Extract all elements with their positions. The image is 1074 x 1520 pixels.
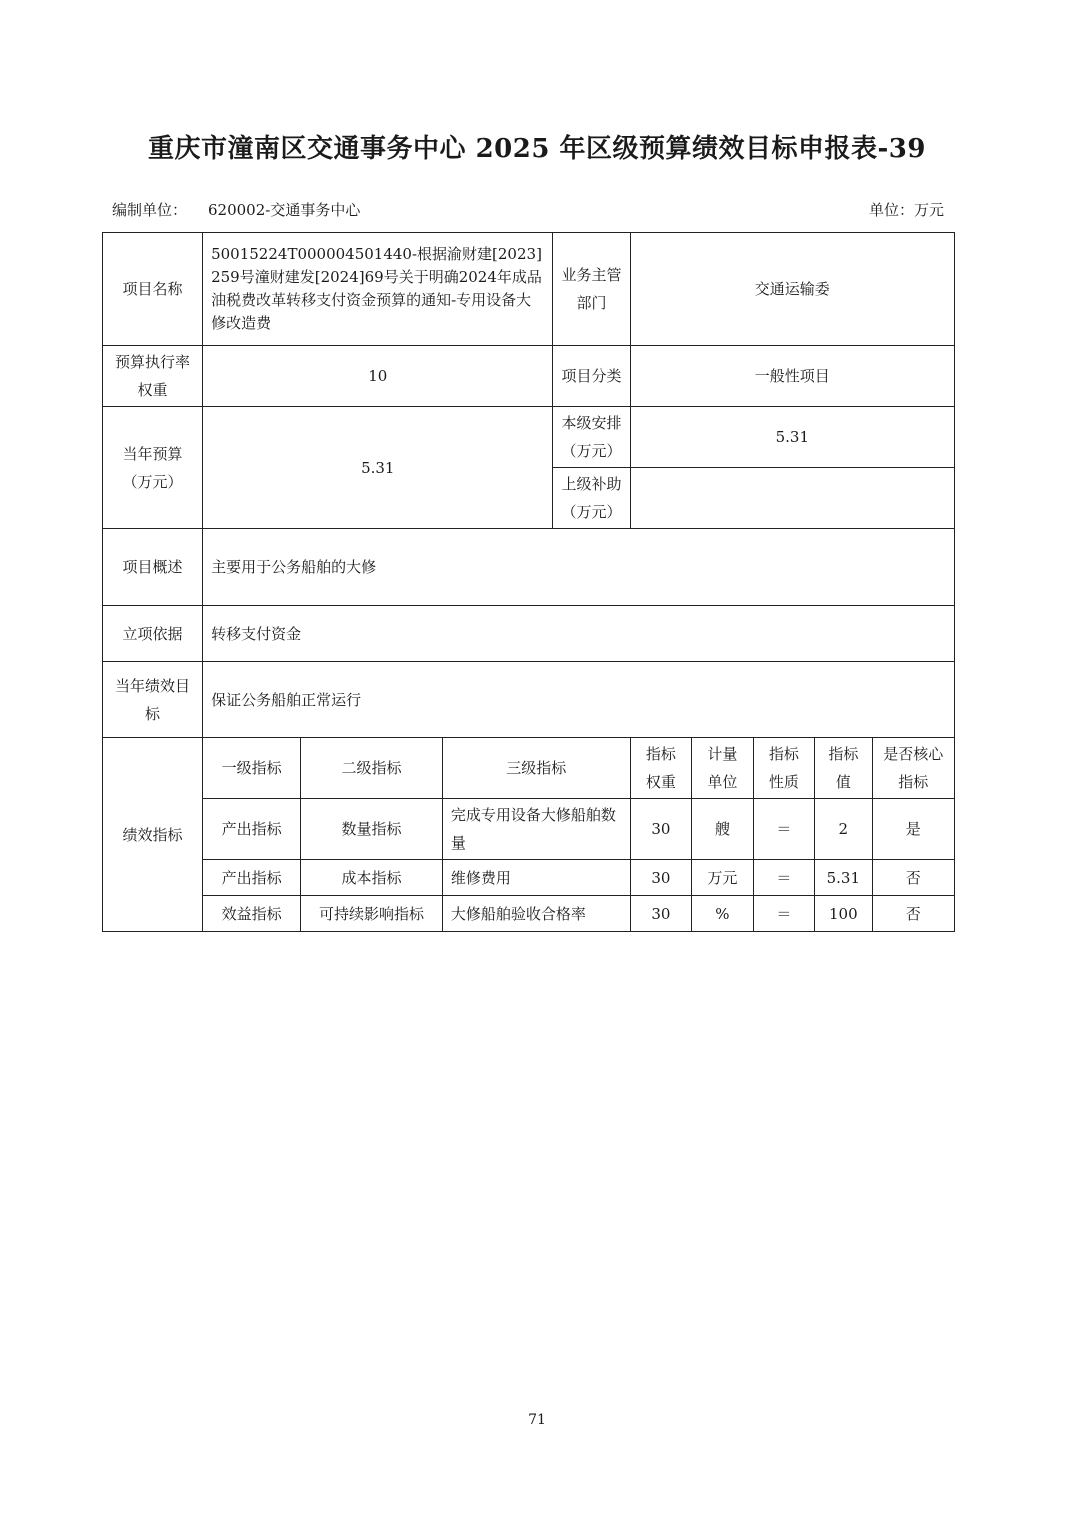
cell-value: 2 [815, 799, 872, 860]
compiling-unit-label: 编制单位： [112, 201, 188, 219]
cell-level2: 数量指标 [301, 799, 443, 860]
local-label: 本级安排（万元） [553, 407, 630, 468]
indicators-label: 绩效指标 [103, 738, 203, 932]
cell-weight: 30 [630, 896, 692, 932]
cell-core: 否 [872, 860, 955, 896]
header-level2: 二级指标 [301, 738, 443, 799]
header-nature: 指标性质 [753, 738, 815, 799]
budget-label: 当年预算（万元） [103, 407, 203, 529]
header-level1: 一级指标 [203, 738, 301, 799]
dept-label: 业务主管部门 [553, 233, 630, 346]
cell-core: 是 [872, 799, 955, 860]
cell-weight: 30 [630, 860, 692, 896]
upper-label: 上级补助（万元） [553, 468, 630, 529]
cell-value: 100 [815, 896, 872, 932]
goal-value: 保证公务船舶正常运行 [203, 662, 955, 738]
cell-level1: 产出指标 [203, 860, 301, 896]
header-value: 指标值 [815, 738, 872, 799]
row-budget-local [103, 407, 955, 468]
row-goal [103, 662, 955, 738]
row-exec-weight [103, 346, 955, 407]
project-name-label: 项目名称 [103, 233, 203, 346]
basis-label: 立项依据 [103, 606, 203, 662]
cell-nature: ＝ [753, 860, 815, 896]
page-number: 71 [528, 1412, 546, 1428]
row-project-name [103, 233, 955, 346]
row-overview [103, 529, 955, 606]
cell-unit: 万元 [692, 860, 754, 896]
project-name-value: 50015224T000004501440-根据渝财建[2023]259号潼财建发[2024]69号关于明确2024年成品油税费改革转移支付资金预算的通知-专用设备大修改造费 [203, 233, 553, 346]
exec-weight-value: 10 [203, 346, 553, 407]
goal-label: 当年绩效目标 [103, 662, 203, 738]
cell-unit: 艘 [692, 799, 754, 860]
header-weight: 指标权重 [630, 738, 692, 799]
header-core: 是否核心指标 [872, 738, 955, 799]
indicator-header-row [103, 738, 955, 799]
row-basis [103, 606, 955, 662]
cell-level3: 大修船舶验收合格率 [442, 896, 630, 932]
cell-level2: 成本指标 [301, 860, 443, 896]
cell-nature: ＝ [753, 896, 815, 932]
upper-value [630, 468, 954, 529]
header-unit: 计量单位 [692, 738, 754, 799]
compiling-unit [112, 199, 360, 220]
cell-core: 否 [872, 896, 955, 932]
cell-level1: 产出指标 [203, 799, 301, 860]
table-row [103, 799, 955, 860]
budget-table [102, 232, 955, 932]
dept-value: 交通运输委 [630, 233, 954, 346]
cell-level2: 可持续影响指标 [301, 896, 443, 932]
overview-label: 项目概述 [103, 529, 203, 606]
exec-weight-label: 预算执行率权重 [103, 346, 203, 407]
local-value: 5.31 [630, 407, 954, 468]
cell-unit: % [692, 896, 754, 932]
cell-nature: ＝ [753, 799, 815, 860]
page-title: 重庆市潼南区交通事务中心 2025 年区级预算绩效目标申报表-39 [148, 134, 926, 164]
cell-level1: 效益指标 [203, 896, 301, 932]
category-label: 项目分类 [553, 346, 630, 407]
cell-level3: 维修费用 [442, 860, 630, 896]
budget-value: 5.31 [203, 407, 553, 529]
table-row [103, 860, 955, 896]
category-value: 一般性项目 [630, 346, 954, 407]
cell-weight: 30 [630, 799, 692, 860]
currency-unit: 单位：万元 [868, 201, 944, 219]
overview-value: 主要用于公务船舶的大修 [203, 529, 955, 606]
basis-value: 转移支付资金 [203, 606, 955, 662]
cell-value: 5.31 [815, 860, 872, 896]
table-row [103, 896, 955, 932]
header-level3: 三级指标 [442, 738, 630, 799]
compiling-unit-value: 620002-交通事务中心 [208, 201, 361, 219]
cell-level3: 完成专用设备大修船舶数量 [442, 799, 630, 860]
